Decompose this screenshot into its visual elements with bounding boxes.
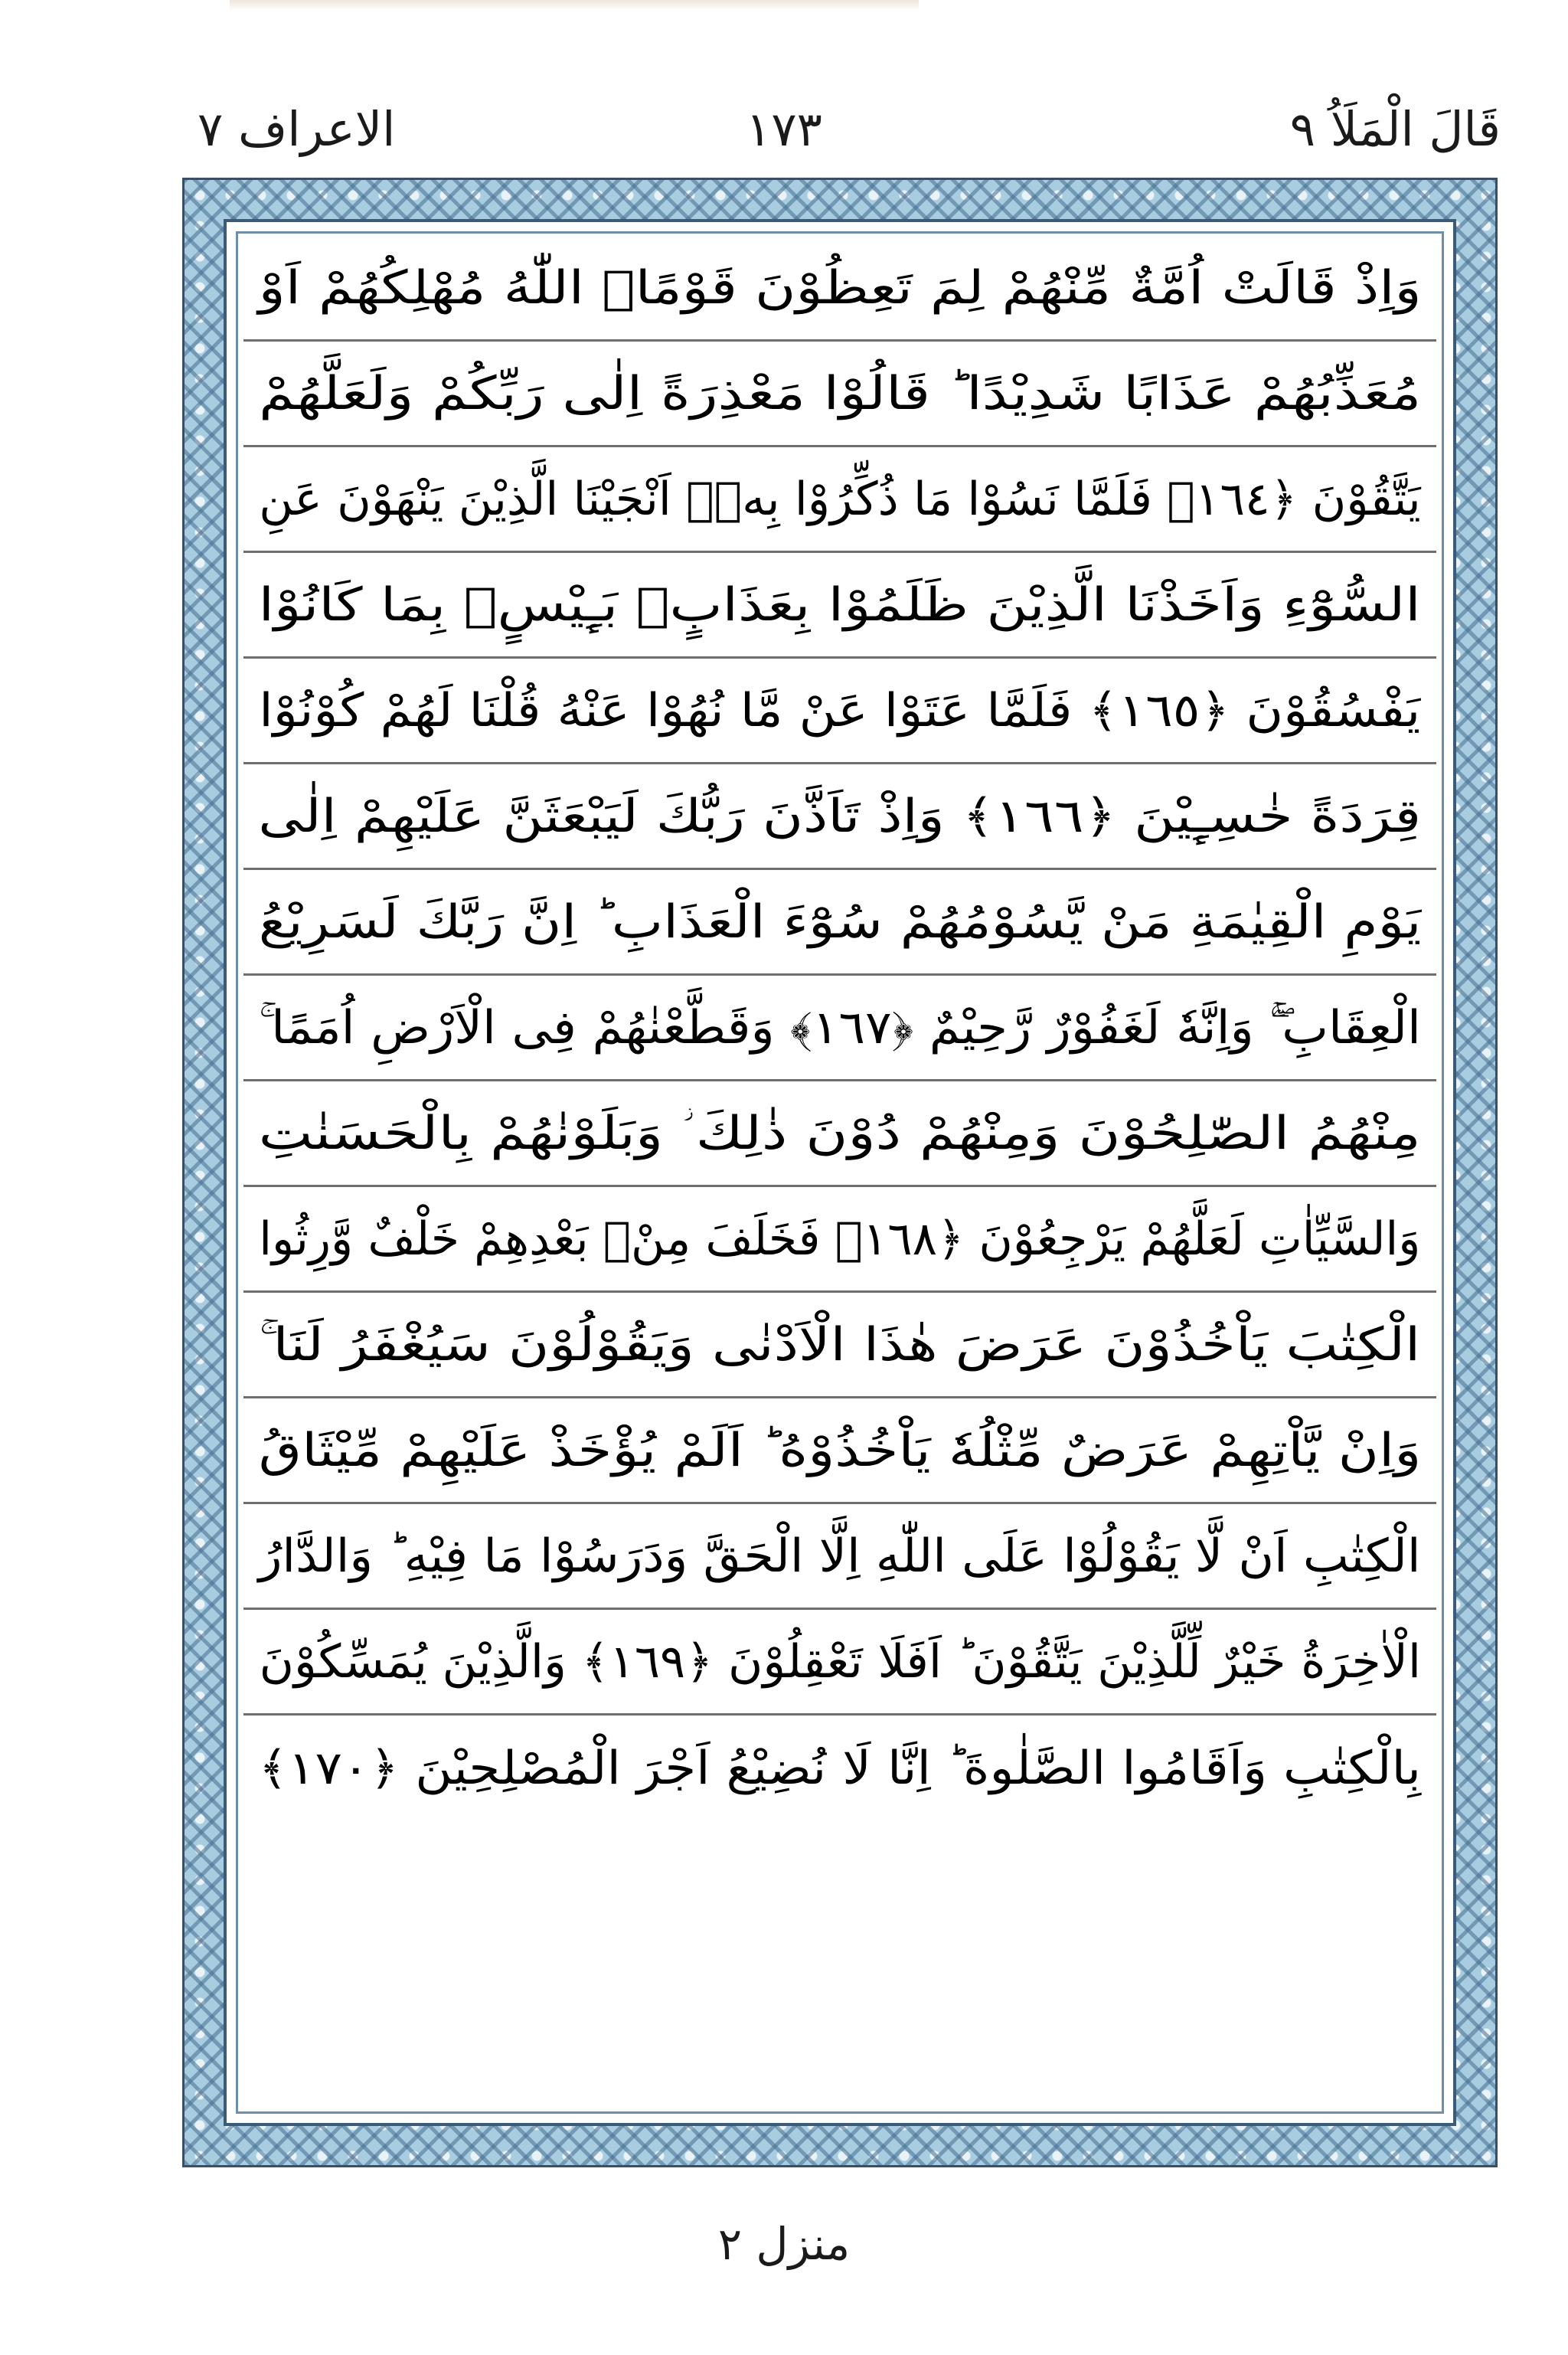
verse-line [243, 1398, 1436, 1504]
verse-line [243, 1610, 1436, 1716]
verse-line [243, 447, 1436, 553]
verse-line [243, 764, 1436, 870]
verse-line-text: قِرَدَةً خٰسِـِٕيْنَ ﴿١٦٦﴾ وَاِذْ تَاَذَّنَ رَبُّكَ لَيَبْعَثَنَّ عَلَيْهِمْ اِلٰى [258, 789, 1422, 843]
ornamental-border [182, 178, 1498, 2167]
verse-line [243, 1081, 1436, 1187]
verse-line [243, 553, 1436, 659]
verse-line-text: يَوْمِ الْقِيٰمَةِ مَنْ يَّسُوْمُهُمْ سُوْٓءَ الْعَذَابِ ؕ اِنَّ رَبَّكَ لَسَرِيْعُ [258, 895, 1422, 949]
quran-text-block [243, 236, 1436, 2109]
verse-line [243, 659, 1436, 764]
manzil-label: منزل ٢ [717, 2218, 851, 2270]
verse-line-text: مُعَذِّبُهُمْ عَذَابًا شَدِيْدًا ؕ قَالُوْا مَعْذِرَةً اِلٰى رَبِّكُمْ وَلَعَلَّهُمْ [258, 366, 1422, 420]
verse-line [243, 976, 1436, 1081]
text-panel [224, 219, 1456, 2126]
verse-line [243, 236, 1436, 342]
verse-line [243, 342, 1436, 447]
verse-line-text: السُّوْٓءِ وَاَخَذْنَا الَّذِيْنَ ظَلَمُوْا بِعَذَابٍۭ بَـِٕيْسٍۭ بِمَا كَانُوْا [258, 577, 1422, 632]
verse-line [243, 870, 1436, 976]
verse-line [243, 1504, 1436, 1610]
surah-title: الاعراف ٧ [198, 101, 396, 157]
page-top-shadow [230, 0, 919, 11]
verse-line-text: الْكِتٰبَ يَاْخُذُوْنَ عَرَضَ هٰذَا الْاَدْنٰى وَيَقُوْلُوْنَ سَيُغْفَرُ لَنَا ۚ [259, 1317, 1421, 1372]
juz-title: قَالَ الْمَلَاُ ٩ [1289, 101, 1501, 157]
verse-line-text: الْكِتٰبِ اَنْ لَّا يَقُوْلُوْا عَلَى اللّٰهِ اِلَّا الْحَقَّ وَدَرَسُوْا مَا فِيْهِ ؕ وَالدَّارُ [259, 1529, 1421, 1583]
verse-line-text: مِنْهُمُ الصّٰلِحُوْنَ وَمِنْهُمْ دُوْنَ ذٰلِكَ ؗ وَبَلَوْنٰهُمْ بِالْحَسَنٰتِ [259, 1106, 1421, 1160]
verse-line [243, 1716, 1436, 1821]
verse-line-text: وَاِنْ يَّاْتِهِمْ عَرَضٌ مِّثْلُهٗ يَاْخُذُوْهُ ؕ اَلَمْ يُؤْخَذْ عَلَيْهِمْ مِّيْثَاقُ [258, 1423, 1422, 1477]
verse-line-text: وَاِذْ قَالَتْ اُمَّةٌ مِّنْهُمْ لِمَ تَعِظُوْنَ قَوْمًاۙ اللّٰهُ مُهْلِكُهُمْ اَوْ [258, 260, 1422, 315]
verse-line-text: يَفْسُقُوْنَ ﴿١٦٥﴾ فَلَمَّا عَتَوْا عَنْ مَّا نُهُوْا عَنْهُ قُلْنَا لَهُمْ كُوْنُوْا [259, 683, 1421, 738]
verse-line-text: يَتَّقُوْنَ ﴿١٦٤﴾ فَلَمَّا نَسُوْا مَا ذُكِّرُوْا بِهٖۤ اَنْجَيْنَا الَّذِيْنَ يَنْهَوْنَ عَنِ [259, 472, 1421, 526]
verse-line-text: الْاٰخِرَةُ خَيْرٌ لِّلَّذِيْنَ يَتَّقُوْنَ ؕ اَفَلَا تَعْقِلُوْنَ ﴿١٦٩﴾ وَالَّذِيْنَ يُمَسِّكُوْنَ [259, 1634, 1421, 1689]
verse-line-text: الْعِقَابِ ۖۚ وَاِنَّهٗ لَغَفُوْرٌ رَّحِيْمٌ ﴿١٦٧﴾ وَقَطَّعْنٰهُمْ فِى الْاَرْضِ اُمَمًا ۚ [259, 1000, 1421, 1055]
verse-line-text: بِالْكِتٰبِ وَاَقَامُوا الصَّلٰوةَ ؕ اِنَّا لَا نُضِيْعُ اَجْرَ الْمُصْلِحِيْنَ ﴿١٧٠﴾ [258, 1742, 1422, 1795]
verse-line [243, 1293, 1436, 1398]
page-number: ١٧٣ [746, 101, 822, 157]
verse-line-text: وَالسَّيِّاٰتِ لَعَلَّهُمْ يَرْجِعُوْنَ ﴿١٦٨﴾ فَخَلَفَ مِنْۢ بَعْدِهِمْ خَلْفٌ وَّرِثُوا [259, 1212, 1421, 1266]
verse-line [243, 1187, 1436, 1293]
